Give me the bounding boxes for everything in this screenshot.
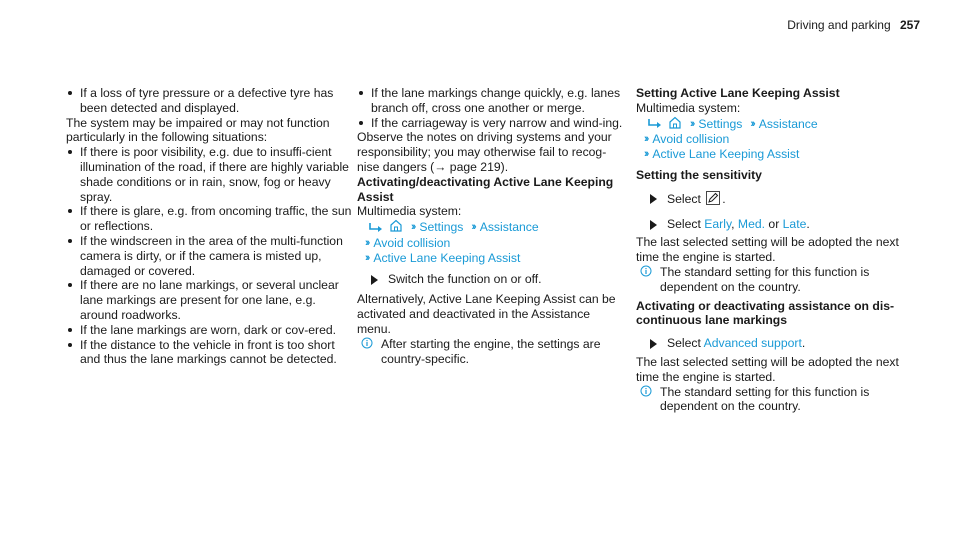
section-title: Driving and parking <box>787 18 891 32</box>
avoid-collision-link[interactable]: Avoid collision <box>652 132 730 147</box>
chevron-icon: ›› <box>690 117 694 130</box>
column-2 <box>357 86 627 366</box>
alternatively-text: Alternatively, Active Lane Keeping Assist can be activated and deactivated in the Assistance menu. <box>357 292 616 336</box>
chevron-icon: ›› <box>365 236 369 249</box>
nav-path-line-3 <box>357 251 627 266</box>
note-text: The standard setting for this function is dependent on the country. <box>660 264 870 294</box>
active-lane-keeping-link[interactable]: Active Lane Keeping Assist <box>373 250 521 265</box>
list-item: If the lane markings are worn, dark or cov-ered. <box>66 323 356 338</box>
list-item: If there are no lane markings, or several unclear lane markings are present for one lane, e.g. around roadworks. <box>66 278 356 322</box>
page-header <box>787 18 920 33</box>
step-text: Select Advanced support. <box>667 336 806 351</box>
list-item: If the lane markings change quickly, e.g. lanes branch off, cross one another or merge. <box>357 86 627 116</box>
intro-text: The system may be impaired or may not function particularly in the following situations: <box>66 115 330 145</box>
med-option[interactable]: Med. <box>737 216 766 231</box>
avoid-collision-link[interactable]: Avoid collision <box>373 235 451 250</box>
home-icon[interactable] <box>668 116 682 133</box>
info-icon <box>640 265 652 281</box>
step-arrow-icon <box>650 339 657 349</box>
step-select-advanced <box>636 336 906 351</box>
nav-path-line-2 <box>357 236 627 251</box>
note <box>636 265 906 295</box>
step-text: Select . <box>667 191 726 209</box>
info-icon <box>640 385 652 401</box>
step-arrow-icon <box>650 220 657 230</box>
chevron-icon: ›› <box>644 133 648 146</box>
step-arrow-icon <box>371 275 378 285</box>
step-select-pencil <box>636 191 906 209</box>
note <box>357 337 627 367</box>
list-item: If there is poor visibility, e.g. due to insuffi-cient illumination of the road, if there are highly variable shade conditions or in rain, snow, fog or heavy spray. <box>66 145 356 204</box>
multimedia-label: Multimedia system: <box>636 100 741 115</box>
page-number: 257 <box>899 18 920 32</box>
chevron-icon: ›› <box>471 221 475 234</box>
observe-text: Observe the notes on driving systems and your responsibility; you may otherwise fail to recog-nise dangers (→ page 219). <box>357 130 612 174</box>
corner-arrow-icon <box>369 223 383 232</box>
section-heading: Setting Active Lane Keeping Assist <box>636 86 840 100</box>
last-selected-text: The last selected setting will be adopted the next time the engine is started. <box>636 235 899 265</box>
step-text: Switch the function on or off. <box>388 271 542 286</box>
nav-path-line-1 <box>357 219 627 236</box>
arrow-icon: → <box>434 159 447 174</box>
chevron-icon: ›› <box>411 221 415 234</box>
chevron-icon: ›› <box>365 251 369 264</box>
settings-link[interactable]: Settings <box>419 220 464 235</box>
late-option[interactable]: Late <box>782 216 807 231</box>
early-option[interactable]: Early <box>704 216 732 231</box>
pencil-icon[interactable] <box>706 191 720 209</box>
assistance-link[interactable]: Assistance <box>758 116 818 131</box>
step-text: Select Early, Med. or Late. <box>667 216 810 231</box>
note-text: The standard setting for this function is dependent on the country. <box>660 384 870 414</box>
corner-arrow-icon <box>648 119 662 128</box>
advanced-support-option[interactable]: Advanced support <box>703 336 802 351</box>
assistance-link[interactable]: Assistance <box>479 220 539 235</box>
column-1 <box>66 86 356 367</box>
nav-path-line-2 <box>636 132 906 147</box>
active-lane-keeping-link[interactable]: Active Lane Keeping Assist <box>652 147 800 162</box>
last-selected-text: The last selected setting will be adopted the next time the engine is started. <box>636 354 899 384</box>
subheading-sensitivity: Setting the sensitivity <box>636 167 762 182</box>
step-switch <box>357 272 627 287</box>
column-3 <box>636 86 906 414</box>
info-icon <box>361 337 373 353</box>
note-text: After starting the engine, the settings are country-specific. <box>381 336 601 366</box>
subheading-advanced: Activating or deactivating assistance on dis-continuous lane markings <box>636 298 895 328</box>
nav-path-line-3 <box>636 147 906 162</box>
step-select-level <box>636 217 906 232</box>
list-item: If a loss of tyre pressure or a defective tyre has been detected and displayed. <box>66 86 356 116</box>
multimedia-label: Multimedia system: <box>357 204 462 219</box>
list-item: If there is glare, e.g. from oncoming traffic, the sun or reflections. <box>66 204 356 234</box>
step-arrow-icon <box>650 194 657 204</box>
list-item: If the windscreen in the area of the multi-function camera is dirty, or if the camera is misted up, damaged or covered. <box>66 234 356 278</box>
list-item: If the distance to the vehicle in front is too short and thus the lane markings cannot be detected. <box>66 338 356 368</box>
nav-path-line-1 <box>636 116 906 133</box>
section-heading: Activating/deactivating Active Lane Keeping Assist <box>357 174 614 204</box>
home-icon[interactable] <box>389 219 403 236</box>
settings-link[interactable]: Settings <box>698 116 743 131</box>
list-item: If the carriageway is very narrow and wind-ing. <box>357 116 627 131</box>
note <box>636 385 906 415</box>
chevron-icon: ›› <box>750 117 754 130</box>
chevron-icon: ›› <box>644 148 648 161</box>
